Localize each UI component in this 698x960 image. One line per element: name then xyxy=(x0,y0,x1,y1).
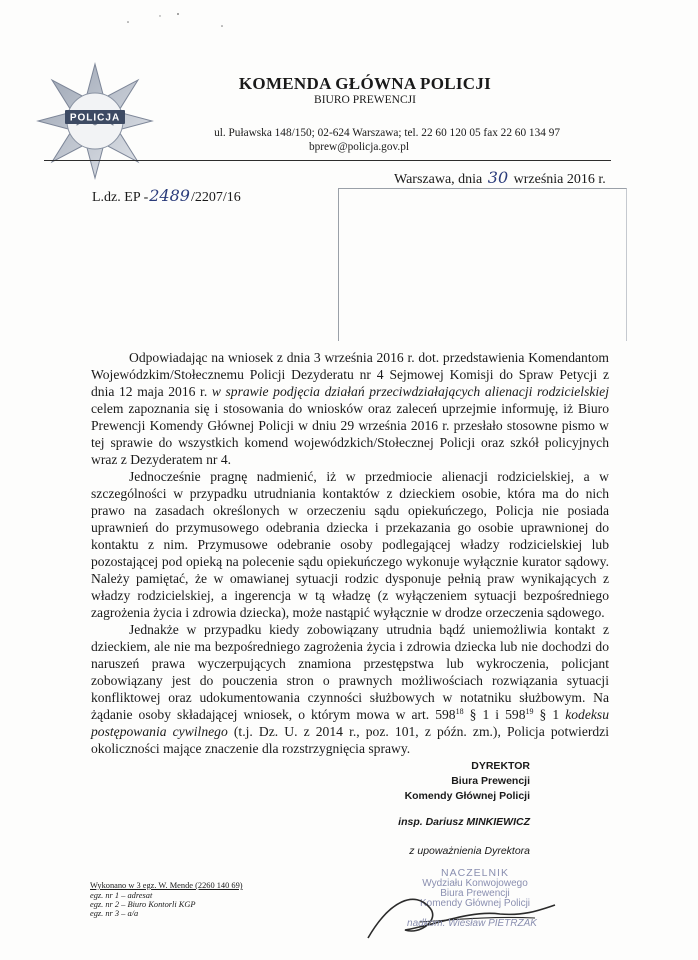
date-prefix: Warszawa, dnia xyxy=(394,172,483,187)
signatory-name: insp. Dariusz MINKIEWICZ xyxy=(398,816,530,828)
signatory-office-2: Komendy Głównej Policji xyxy=(404,790,530,802)
header-divider xyxy=(44,160,611,161)
reference-prefix: L.dz. EP - xyxy=(92,190,149,205)
police-star-logo xyxy=(36,62,154,180)
date-suffix: września 2016 r. xyxy=(513,172,606,187)
email-address: bprew@policja.gov.pl xyxy=(308,141,409,153)
reference-number-handwritten: 2489 xyxy=(149,186,190,205)
handwritten-signature xyxy=(360,880,560,950)
copies-note: Wykonano w 3 egz. W. Mende (2260 140 69) xyxy=(90,881,243,890)
stamp-line-2: Biura Prewencji xyxy=(440,888,510,899)
paragraph-3: Jednakże w przypadku kiedy zobowiązany utrudnia bądź uniemożliwia kontakt z dzieckiem, ale nie ma bezpośredniego zagrożenia życia i zdrowia dziecka lub nie dochodzi do naruszeń prawa wyczerpujących znamiona przestępstwa lub wykroczenia, policjant zobowiązany jest do pouczenia stron o prawnych możliwościach rozwiązania sytuacji konfliktowej oraz udokumentowania czynności służbowych w notatniku służbowym. Na żądanie osoby składającej wniosek, o którym mowa w art. $598^{18}$ § 1 i $598^{19}$ § 1 kodeksu postępowania cywilnego (t.j. Dz. U. z 2014 r., poz. 101, z późn. zm.), Policja potwierdzi okoliczności mające znaczenie dla rozstrzygnięcia sprawy. xyxy=(91,622,610,756)
reference-number xyxy=(92,186,241,206)
paragraph-2: Jednocześnie pragnę nadmienić, iż w przedmiocie alienacji rodzicielskiej, a w szczególności w przypadku utrudniania kontaktów z dzieckiem osobie, która ma do nich prawo na zasadach określonych w orzeczeniu sądu opiekuńczego, Policja nie posiada uprawnień do przymusowego odebrania dziecka i przekazania go osobie uprawnionej do kontaktu z nim. Przymusowe odebranie osoby podlegającej władzy rodzicielskiej lub pozostającej pod opieką na polecenie sądu opiekuńczego wykonuje wyłącznie kurator sądowy. Należy pamiętać, że w omawianej sytuacji rodzic dysponuje pełnią praw wynikających z władzy rodzicielskiej, a ingerencja w tą władzę (z wyłączeniem sytuacji bezpośredniego zagrożenia życia i zdrowia dziecka), może nastąpić wyłącznie w drodze orzeczenia sądowego. xyxy=(91,469,609,620)
letter-body xyxy=(91,349,609,757)
signatory-proxy: z upoważnienia Dyrektora xyxy=(409,845,530,857)
logo-text: POLICJA xyxy=(69,112,121,124)
stamp-signer: nadkom. Wiesław PIETRZAK xyxy=(407,918,537,929)
stamp-line-1: Wydziału Konwojowego xyxy=(422,878,528,889)
recipient-address-box xyxy=(338,188,627,341)
copy-1: egz. nr 1 – adresat xyxy=(90,891,153,900)
scan-specks xyxy=(120,10,240,32)
paragraph-1: Odpowiadając na wniosek z dnia 3 września 2016 r. dot. przedstawienia Komendantom Wojewódzkim/Stołecznemu Policji Dezyderatu nr 4 Sejmowej Komisji do Spraw Petycji z dnia 12 maja 2016 r. w sprawie podjęcia działań przeciwdziałających alienacji rodzicielskiej celem zapoznania się i stosowania do wniosków oraz zaleceń uprzejmie informuję, iż Biuro Prewencji Komendy Głównej Policji w dniu 29 września 2016 r. przesłało stosowne pismo w tej sprawie do wszystkich komend wojewódzkich/Stołecznej Policji oraz szkół policyjnych wraz z Dezyderatem nr 4. xyxy=(91,350,609,467)
stamp-heading: NACZELNIK xyxy=(441,867,509,879)
signatory-title: DYREKTOR xyxy=(471,760,530,772)
stamp-line-3: Komendy Głównej Policji xyxy=(419,898,531,909)
petition-subject: w sprawie podjęcia działań przeciwdziałających alienacji rodzicielskiej xyxy=(211,384,609,399)
code-reference: kodeksu postępowania cywilnego xyxy=(91,707,610,739)
signatory-office: Biura Prewencji xyxy=(451,775,530,787)
organization-department: BIURO PREWENCJI xyxy=(314,94,416,106)
date-day-handwritten: 30 xyxy=(487,168,509,187)
copy-3: egz. nr 3 – a/a xyxy=(90,909,139,918)
organization-name: KOMENDA GŁÓWNA POLICJI xyxy=(238,74,492,93)
copy-2: egz. nr 2 – Biuro Kontorli KGP xyxy=(90,900,196,909)
reference-suffix: /2207/16 xyxy=(190,190,241,205)
letter-date xyxy=(394,168,606,188)
address-line: ul. Puławska 148/150; 02-624 Warszawa; tel. 22 60 120 05 fax 22 60 134 97 xyxy=(214,127,560,139)
